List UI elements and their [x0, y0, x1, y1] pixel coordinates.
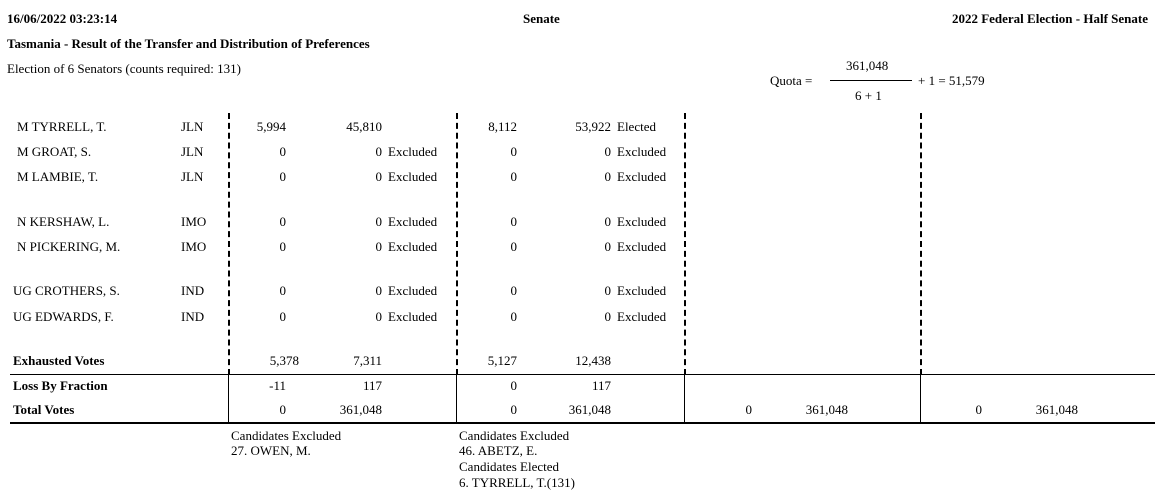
c2-total: 0 [604, 283, 611, 298]
c2-status: Excluded [617, 169, 667, 184]
c2-transfer: 0 [510, 214, 517, 229]
c1-excluded-candidate: 27. OWEN, M. [231, 443, 311, 458]
c2-transfer: 5,127 [487, 353, 517, 368]
c1-total: 0 [375, 283, 382, 298]
c2-status: Excluded [617, 214, 667, 229]
c1-transfer: 0 [279, 169, 286, 184]
chamber-title: Senate [523, 11, 560, 26]
c2-total: 0 [604, 214, 611, 229]
c2-total: 53,922 [575, 119, 611, 134]
candidate-party: IND [181, 283, 205, 298]
c1-total: 0 [375, 144, 382, 159]
c2-status: Elected [617, 119, 656, 134]
candidate-party: JLN [181, 169, 204, 184]
column-separator [456, 113, 458, 375]
quota-fraction-bar [830, 80, 912, 81]
candidate-name: UG CROTHERS, S. [13, 283, 120, 298]
c1-total: 0 [375, 309, 382, 324]
c1-transfer: 5,994 [256, 119, 286, 134]
c1-status: Excluded [388, 309, 438, 324]
column-separator [228, 113, 230, 375]
report-subtitle: Election of 6 Senators (counts required: 131) [7, 61, 241, 76]
quota-numerator: 361,048 [846, 58, 889, 73]
c2-total: 0 [604, 309, 611, 324]
column-separator [684, 113, 686, 375]
c2-transfer: 0 [510, 239, 517, 254]
c2-transfer: 0 [510, 378, 517, 393]
c2-status: Excluded [617, 144, 667, 159]
candidate-party: IMO [181, 214, 207, 229]
candidate-party: JLN [181, 119, 204, 134]
quota-label: Quota = [770, 73, 813, 88]
c1-status: Excluded [388, 169, 438, 184]
c2-status: Excluded [617, 283, 667, 298]
quota-denominator: 6 + 1 [855, 88, 882, 103]
c2-transfer: 8,112 [488, 119, 517, 134]
c2-transfer: 0 [510, 169, 517, 184]
c1-total: 361,048 [339, 402, 382, 417]
c1-transfer: 0 [279, 214, 286, 229]
candidate-name: M LAMBIE, T. [17, 169, 99, 184]
c2-excluded-label: Candidates Excluded [459, 428, 570, 443]
c1-transfer: 0 [279, 144, 286, 159]
candidate-party: IND [181, 309, 205, 324]
c1-status: Excluded [388, 283, 438, 298]
c4-transfer: 0 [975, 402, 982, 417]
report-title: Tasmania - Result of the Transfer and Distribution of Preferences [7, 36, 370, 51]
c2-total: 117 [591, 378, 611, 393]
c2-elected-label: Candidates Elected [459, 459, 559, 474]
c2-transfer: 0 [510, 309, 517, 324]
c2-total: 361,048 [568, 402, 611, 417]
c1-transfer: 0 [279, 283, 286, 298]
c1-excluded-label: Candidates Excluded [231, 428, 342, 443]
timestamp: 16/06/2022 03:23:14 [7, 11, 118, 26]
bottom-rule [10, 422, 1155, 424]
c2-transfer: 0 [510, 402, 517, 417]
column-separator [920, 113, 922, 375]
c4-total: 361,048 [1035, 402, 1078, 417]
c1-total: 117 [362, 378, 382, 393]
candidate-party: JLN [181, 144, 204, 159]
totals-separator [684, 374, 685, 422]
c1-total: 7,311 [353, 353, 382, 368]
candidate-name: M TYRRELL, T. [17, 119, 107, 134]
candidate-name: N PICKERING, M. [17, 239, 121, 254]
c1-transfer: 0 [279, 402, 286, 417]
c1-status: Excluded [388, 214, 438, 229]
c2-total: 0 [604, 169, 611, 184]
c2-total: 0 [604, 144, 611, 159]
totals-separator [456, 374, 457, 422]
election-title: 2022 Federal Election - Half Senate [951, 11, 1148, 26]
c3-total: 361,048 [805, 402, 848, 417]
c1-transfer: -11 [269, 378, 286, 393]
c2-status: Excluded [617, 239, 667, 254]
totals-rule [10, 374, 1155, 375]
loss-label: Loss By Fraction [13, 378, 108, 393]
c2-transfer: 0 [510, 283, 517, 298]
c2-status: Excluded [617, 309, 667, 324]
c1-status: Excluded [388, 239, 438, 254]
totals-separator [920, 374, 921, 422]
exhausted-label: Exhausted Votes [13, 353, 105, 368]
c2-excluded-candidate: 46. ABETZ, E. [459, 443, 538, 458]
c2-total: 0 [604, 239, 611, 254]
c1-status: Excluded [388, 144, 438, 159]
quota-result: + 1 = 51,579 [918, 73, 985, 88]
c3-transfer: 0 [745, 402, 752, 417]
c1-total: 0 [375, 239, 382, 254]
totals-separator [228, 374, 229, 422]
candidate-party: IMO [181, 239, 207, 254]
c1-total: 45,810 [346, 119, 382, 134]
c1-total: 0 [375, 169, 382, 184]
c1-transfer: 0 [279, 239, 286, 254]
candidate-name: M GROAT, S. [17, 144, 92, 159]
candidate-name: N KERSHAW, L. [17, 214, 110, 229]
c1-transfer: 0 [279, 309, 286, 324]
c1-total: 0 [375, 214, 382, 229]
candidate-name: UG EDWARDS, F. [13, 309, 114, 324]
c2-transfer: 0 [510, 144, 517, 159]
total-label: Total Votes [13, 402, 75, 417]
c2-elected-candidate: 6. TYRRELL, T.(131) [459, 475, 575, 490]
c2-total: 12,438 [575, 353, 611, 368]
c1-transfer: 5,378 [269, 353, 299, 368]
